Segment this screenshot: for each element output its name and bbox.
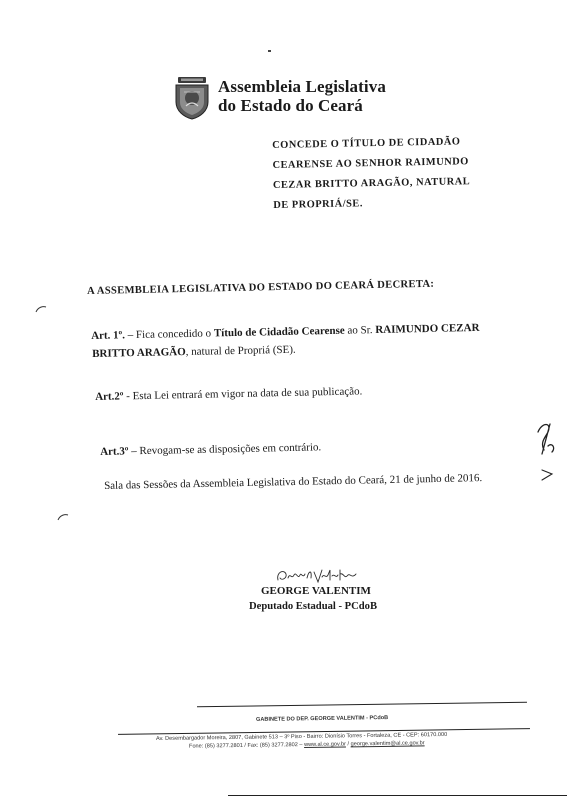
ementa-line: CEZAR BRITTO ARAGÃO, NATURAL xyxy=(272,176,471,191)
honorary-title: Título de Cidadão Cearense xyxy=(213,324,345,340)
handwritten-signature xyxy=(274,566,358,586)
ementa-line: CONCEDE O TÍTULO DE CIDADÃO xyxy=(272,136,461,151)
ementa-line: DE PROPRIÁ/SE. xyxy=(273,198,363,211)
footer-address: Av. Desembargador Moreira, 2807, Gabinete 513 – 3º Piso - Bairro: Dionísio Torres - Fortaleza, CE - CEP: 60170.000 xyxy=(155,731,448,743)
article-2-label: Art.2º xyxy=(95,390,124,403)
article-3-label: Art.3º xyxy=(100,445,129,458)
article-1-label: Art. 1º. xyxy=(91,329,126,342)
enacting-clause: A ASSEMBLEIA LEGISLATIVA DO ESTADO DO CEARÁ DECRETA: xyxy=(87,278,435,297)
scan-speck xyxy=(268,50,271,52)
article-3-text: – Revogam-se as disposições em contrário. xyxy=(128,441,322,458)
organization-name-line1: Assembleia Legislativa xyxy=(218,77,386,96)
footer-rule-top xyxy=(197,702,527,708)
state-coat-of-arms-icon xyxy=(172,76,212,120)
closing-statement: Sala das Sessões da Assembleia Legislativa do Estado do Ceará, 21 de junho de 2016. xyxy=(104,472,483,492)
article-1-text: – Fica concedido o xyxy=(124,327,215,342)
footer-website-link[interactable]: www.al.ce.gov.br xyxy=(304,741,346,749)
signatory-role: Deputado Estadual - PCdoB xyxy=(249,601,378,612)
ementa-block xyxy=(272,132,493,216)
margin-mark xyxy=(56,512,70,522)
article-2 xyxy=(95,385,362,403)
article-1-text: , natural de Propriá (SE). xyxy=(185,343,296,359)
margin-initials xyxy=(532,420,562,490)
footer-phone: Fone: (85) 3277.2801 / Fax: (85) 3277.2802 – xyxy=(188,742,305,750)
honoree-name-part2: BRITTO ARAGÃO xyxy=(92,346,186,360)
article-1-text: ao Sr. xyxy=(344,324,376,337)
margin-mark xyxy=(34,304,48,314)
signatory-name: GEORGE VALENTIM xyxy=(261,585,371,597)
organization-name-line2: do Estado do Ceará xyxy=(218,96,363,115)
footer-office: GABINETE DO DEP. GEORGE VALENTIM - PCdoB xyxy=(255,715,389,723)
honoree-name-part1: RAIMUNDO CEZAR xyxy=(375,321,480,337)
ementa-line: CEARENSE AO SENHOR RAIMUNDO xyxy=(272,156,469,171)
article-1-continued xyxy=(92,344,296,360)
page-bottom-line xyxy=(228,795,567,796)
article-3 xyxy=(100,441,321,458)
article-2-text: - Esta Lei entrará em vigor na data de sua publicação. xyxy=(123,385,363,403)
footer-email-link[interactable]: george.valentim@al.ce.gov.br xyxy=(350,740,425,748)
footer-separator: / xyxy=(345,741,351,748)
article-1 xyxy=(91,322,480,342)
